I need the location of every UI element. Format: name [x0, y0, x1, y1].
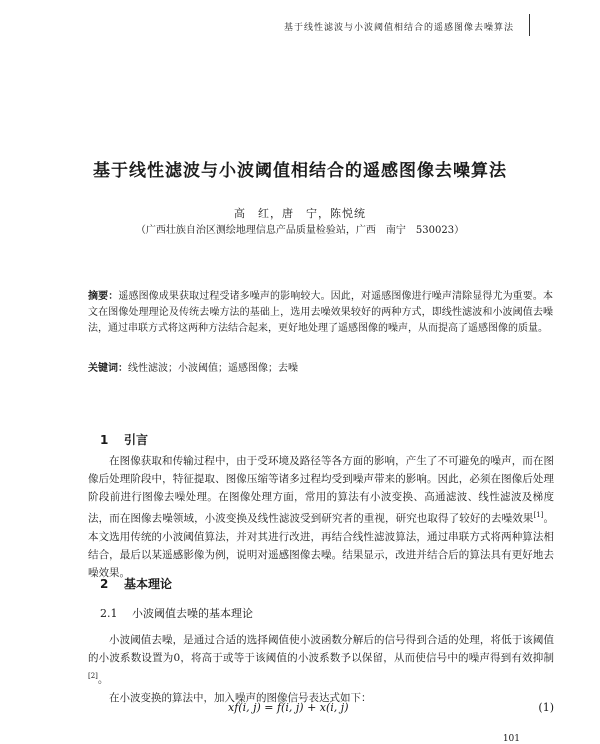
affiliation: （广西壮族自治区测绘地理信息产品质量检验站，广西 南宁 530023） — [135, 225, 465, 236]
abstract-label: 摘要： — [88, 291, 119, 302]
equation-1-tag: (1) — [538, 701, 554, 714]
subsection-2-1-text-b: 。 — [97, 673, 109, 686]
subsection-2-1-text-a: 小波阈值去噪，是通过合适的选择阈值使小波函数分解后的信号得到合适的处理，将低于该阈值的小波系数设置为0，将高于或等于该阈值的小波系数予以保留，从而使信号中的噪声得到有效抑制 — [88, 634, 554, 664]
running-head: 基于线性滤波与小波阈值相结合的遥感图像去噪算法 — [283, 23, 514, 33]
abstract — [88, 289, 553, 337]
equation-1-expression: xf(i, j) = f(i, j) + x(i, j) — [228, 701, 349, 714]
page-number: 101 — [502, 734, 520, 744]
keywords — [88, 359, 553, 374]
keywords-text: 线性滤波；小波阈值；遥感图像；去噪 — [128, 363, 298, 374]
citation-1: [1] — [533, 511, 544, 519]
section-1-text-b: 。本文选用传统的小波阈值算法，并对其进行改进，再结合线性滤波算法，通过串联方式将两种算法相结合，最后以某遥感影像为例，说明对遥感图像去噪。结果显示，改进并结合后的算法具有更好地去噪效果。 — [88, 512, 555, 579]
section-2-title: 基本理论 — [124, 577, 173, 591]
subsection-2-1-text-c: 在小波变换的算法中，加入噪声的图像信号表达式如下： — [109, 691, 372, 704]
keywords-label: 关键词： — [88, 363, 128, 374]
section-1-body — [88, 452, 554, 582]
section-2-number: 2 — [100, 577, 109, 591]
subsection-2-1-heading — [100, 605, 253, 621]
section-1-number: 1 — [100, 433, 109, 447]
subsection-2-1-number: 2.1 — [100, 607, 118, 620]
running-head-rule — [529, 14, 530, 36]
section-1-title: 引言 — [124, 433, 149, 447]
section-2-heading — [100, 575, 172, 592]
paper-title: 基于线性滤波与小波阈值相结合的遥感图像去噪算法 — [93, 161, 507, 181]
citation-2: [2] — [88, 672, 98, 680]
section-1-text-a: 在图像获取和传输过程中，由于受环境及路径等各方面的影响，产生了不可避免的噪声，而在图像后处理阶段中，特征提取、图像压缩等诸多过程均受到噪声带来的影响。因此，必须在图像后处理阶段前进行图像去噪处理。在图像处理方面，常用的算法有小波变换、高通滤波、线性滤波及梯度法，而在图像去噪领域，小波变换及线性滤波受到研究者的重视，研究也取得了较好的去噪效果 — [88, 455, 554, 525]
abstract-text: 遥感图像成果获取过程受诸多噪声的影响较大。因此，对遥感图像进行噪声清除显得尤为重要。本文在图像处理理论及传统去噪方法的基础上，选用去噪效果较好的两种方式，即线性滤波和小波阈值去噪法，通过串联方式将这两种方法结合起来，更好地处理了遥感图像的噪声，从而提高了遥感图像的质量。 — [88, 291, 554, 334]
section-1-heading — [100, 431, 148, 448]
authors: 高 红，唐 宁，陈悦统 — [234, 207, 366, 220]
subsection-2-1-body — [88, 631, 554, 707]
subsection-2-1-title: 小波阈值去噪的基本理论 — [132, 607, 253, 620]
